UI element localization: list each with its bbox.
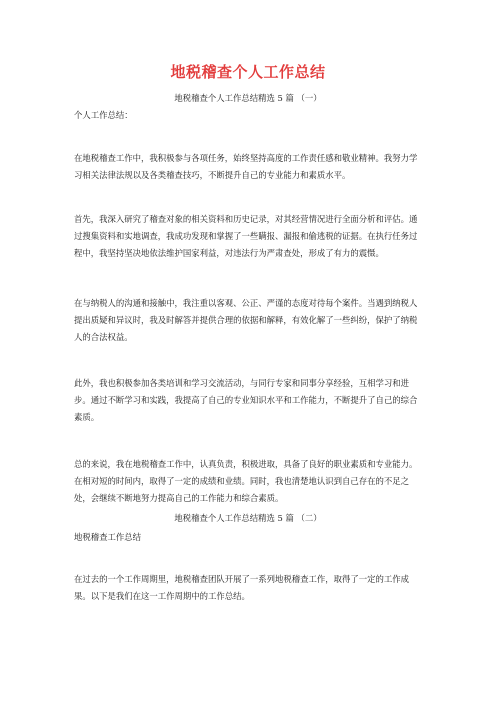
section-2-opening: 地税稽查工作总结	[74, 532, 141, 542]
paragraph: 在与纳税人的沟通和接触中，我注重以客观、公正、严谨的态度对待每个案件。当遇到纳税人提出质疑和异议时，我及时解答并提供合理的依据和解释，有效化解了一些纠纷，保护了纳税人的合法权益。	[74, 298, 418, 342]
paragraph: 首先，我深入研究了稽查对象的相关资料和历史记录，对其经营情况进行全面分析和评估。通过搜集资料和实地调查，我成功发现和掌握了一些瞒报、漏报和偷逃税的证据。在执行任务过程中，我坚持坚决地依法维护国家利益，对违法行为严肃查处，形成了有力的震慑。	[74, 214, 418, 258]
paragraph: 此外，我也积极参加各类培训和学习交流活动，与同行专家和同事分享经验，互相学习和进步。通过不断学习和实践，我提高了自己的专业知识水平和工作能力，不断提升了自己的综合素质。	[74, 378, 418, 422]
section-1-heading: 地税稽查个人工作总结精选 5 篇 （一）	[174, 93, 322, 103]
paragraph: 在过去的一个工作周期里，地税稽查团队开展了一系列地税稽查工作，取得了一定的工作成果。以下是我们在这一工作周期中的工作总结。	[74, 574, 409, 601]
document-title: 地税稽查个人工作总结	[170, 63, 326, 81]
paragraph: 在地税稽查工作中，我积极参与各项任务，始终坚持高度的工作责任感和敬业精神。我努力学习相关法律法规以及各类稽查技巧，不断提升自己的专业能力和素质水平。	[74, 153, 418, 180]
paragraph: 总的来说，我在地税稽查工作中，认真负责，积极进取，具备了良好的职业素质和专业能力。在相对短的时间内，取得了一定的成绩和业绩。同时，我也清楚地认识到自己存在的不足之处，会继续不断地努力提高自己的工作能力和综合素质。	[74, 459, 418, 503]
section-1-opening: 个人工作总结：	[74, 110, 133, 120]
section-2-heading: 地税稽查个人工作总结精选 5 篇 （二）	[174, 513, 322, 523]
